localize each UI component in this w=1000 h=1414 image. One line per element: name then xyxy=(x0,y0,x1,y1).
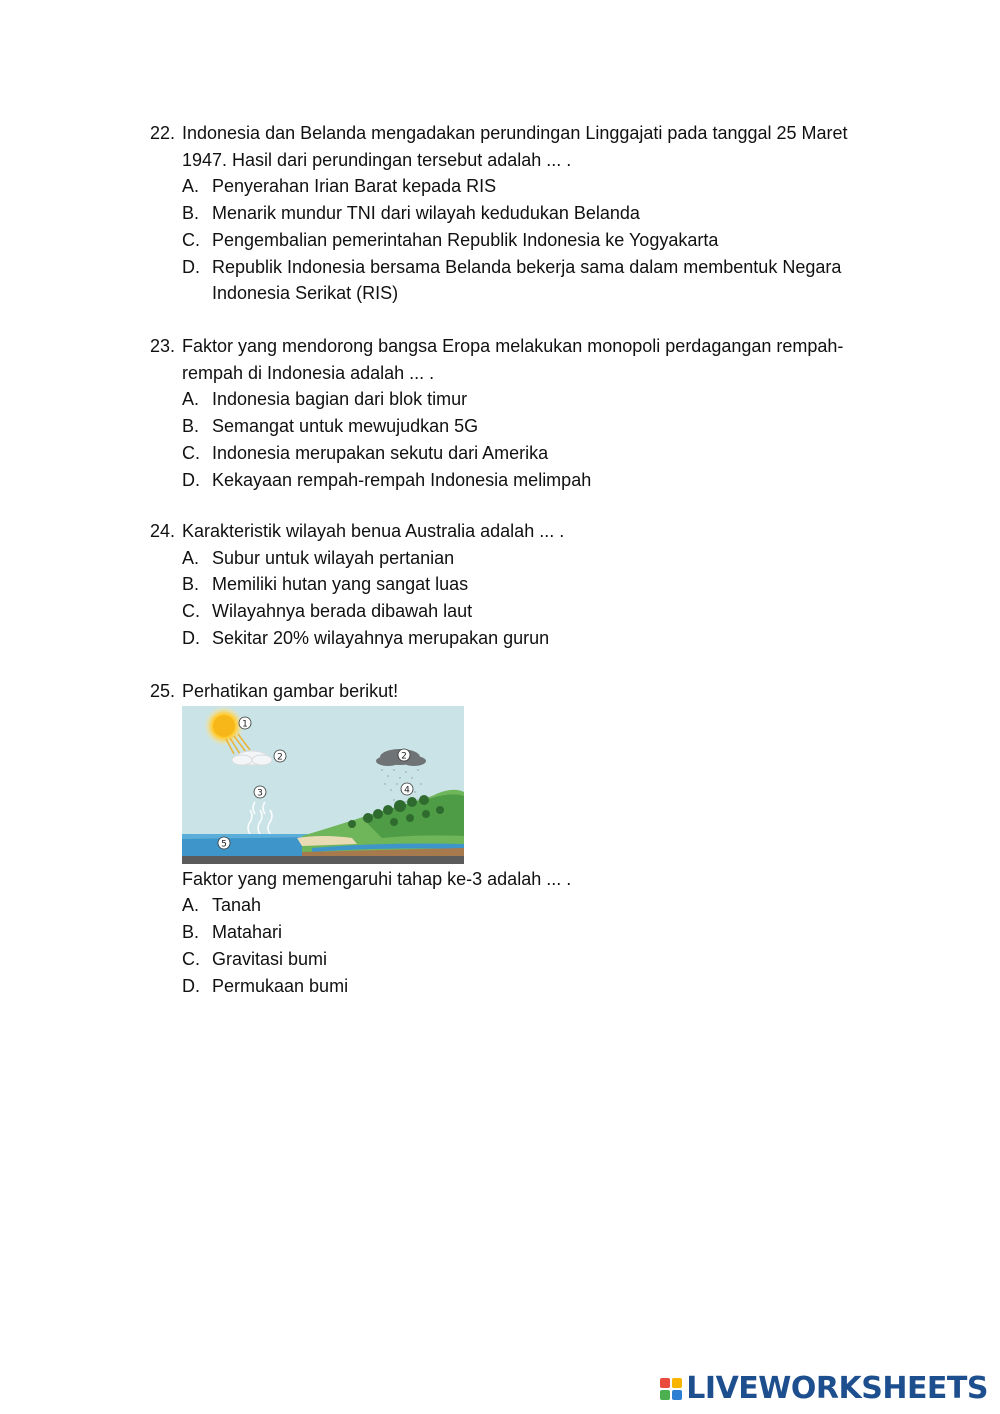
option-text: Permukaan bumi xyxy=(212,975,349,996)
option-d[interactable] xyxy=(150,254,870,307)
option-text: Indonesia bagian dari blok timur xyxy=(212,389,468,410)
option-c[interactable] xyxy=(150,440,870,467)
option-text: Republik Indonesia bersama Belanda bekerja sama dalam membentuk Negara Indonesia Serikat (RIS) xyxy=(212,256,842,304)
question-stem xyxy=(150,678,870,705)
option-letter: D. xyxy=(182,256,200,277)
brand-text: LIVEWORKSHEETS xyxy=(686,1371,988,1406)
option-d[interactable] xyxy=(150,973,870,1000)
option-letter: C. xyxy=(182,442,200,463)
option-a[interactable] xyxy=(150,545,870,572)
question-25 xyxy=(150,678,870,999)
marker-1: 1 xyxy=(242,719,248,730)
option-text: Sekitar 20% wilayahnya merupakan gurun xyxy=(212,627,550,648)
question-number: 23. xyxy=(150,336,176,356)
marker-5: 5 xyxy=(221,839,227,850)
logo-square-yellow xyxy=(672,1378,682,1388)
option-b[interactable] xyxy=(150,919,870,946)
option-text: Penyerahan Irian Barat kepada RIS xyxy=(212,176,497,197)
logo-square-red xyxy=(660,1378,670,1388)
option-letter: A. xyxy=(182,895,200,916)
option-letter: C. xyxy=(182,601,200,622)
option-list xyxy=(150,545,870,652)
water-cycle-diagram xyxy=(182,706,464,864)
option-letter: D. xyxy=(182,469,200,490)
question-number: 24. xyxy=(150,521,176,541)
option-letter: B. xyxy=(182,416,200,437)
option-list xyxy=(150,892,870,999)
liveworksheets-logo-icon xyxy=(660,1378,682,1400)
marker-2: 2 xyxy=(277,752,283,763)
question-22 xyxy=(150,120,870,307)
option-text: Kekayaan rempah-rempah Indonesia melimpah xyxy=(212,469,592,490)
question-stem xyxy=(150,120,870,173)
question-24 xyxy=(150,518,870,652)
option-text: Subur untuk wilayah pertanian xyxy=(212,547,455,568)
logo-square-blue xyxy=(672,1390,682,1400)
option-letter: D. xyxy=(182,975,200,996)
question-text: Karakteristik wilayah benua Australia adalah ... . xyxy=(182,521,565,541)
soil xyxy=(182,856,464,864)
option-letter: A. xyxy=(182,389,200,410)
question-23 xyxy=(150,333,870,493)
option-c[interactable] xyxy=(150,946,870,973)
option-c[interactable] xyxy=(150,227,870,254)
option-letter: A. xyxy=(182,176,200,197)
option-a[interactable] xyxy=(150,173,870,200)
option-text: Gravitasi bumi xyxy=(212,948,328,969)
option-b[interactable] xyxy=(150,200,870,227)
option-list xyxy=(150,173,870,307)
option-c[interactable] xyxy=(150,598,870,625)
option-text: Menarik mundur TNI dari wilayah kedudukan Belanda xyxy=(212,203,640,224)
option-list xyxy=(150,386,870,493)
option-text: Matahari xyxy=(212,922,283,943)
followup-text: Faktor yang memengaruhi tahap ke-3 adalah ... . xyxy=(182,868,572,889)
option-text: Memiliki hutan yang sangat luas xyxy=(212,574,469,595)
question-text: Indonesia dan Belanda mengadakan perundingan Linggajati pada tanggal 25 Maret 1947. Hasil dari perundingan tersebut adalah ... . xyxy=(182,123,848,170)
option-letter: C. xyxy=(182,229,200,250)
marker-2b: 2 xyxy=(401,751,407,762)
option-letter: D. xyxy=(182,627,200,648)
question-text: Perhatikan gambar berikut! xyxy=(182,681,399,701)
option-text: Wilayahnya berada dibawah laut xyxy=(212,601,473,622)
marker-3: 3 xyxy=(257,788,263,799)
liveworksheets-brand xyxy=(660,1371,988,1406)
option-letter: B. xyxy=(182,203,200,224)
option-letter: B. xyxy=(182,574,200,595)
option-text: Pengembalian pemerintahan Republik Indonesia ke Yogyakarta xyxy=(212,229,719,250)
logo-square-green xyxy=(660,1390,670,1400)
water-cycle-illustration xyxy=(182,706,464,864)
option-letter: B. xyxy=(182,922,200,943)
option-text: Semangat untuk mewujudkan 5G xyxy=(212,416,479,437)
option-b[interactable] xyxy=(150,571,870,598)
question-number: 22. xyxy=(150,123,176,143)
marker-4: 4 xyxy=(404,785,410,796)
question-followup xyxy=(150,866,870,893)
question-stem xyxy=(150,333,870,386)
option-d[interactable] xyxy=(150,467,870,494)
option-text: Tanah xyxy=(212,895,262,916)
option-letter: A. xyxy=(182,547,200,568)
option-text: Indonesia merupakan sekutu dari Amerika xyxy=(212,442,549,463)
option-a[interactable] xyxy=(150,892,870,919)
option-d[interactable] xyxy=(150,625,870,652)
question-stem xyxy=(150,518,870,545)
question-number: 25. xyxy=(150,681,176,701)
option-letter: C. xyxy=(182,948,200,969)
option-b[interactable] xyxy=(150,413,870,440)
question-text: Faktor yang mendorong bangsa Eropa melakukan monopoli perdagangan rempah-rempah di Indonesia adalah ... . xyxy=(182,336,844,383)
sun-icon xyxy=(213,715,235,737)
option-a[interactable] xyxy=(150,386,870,413)
